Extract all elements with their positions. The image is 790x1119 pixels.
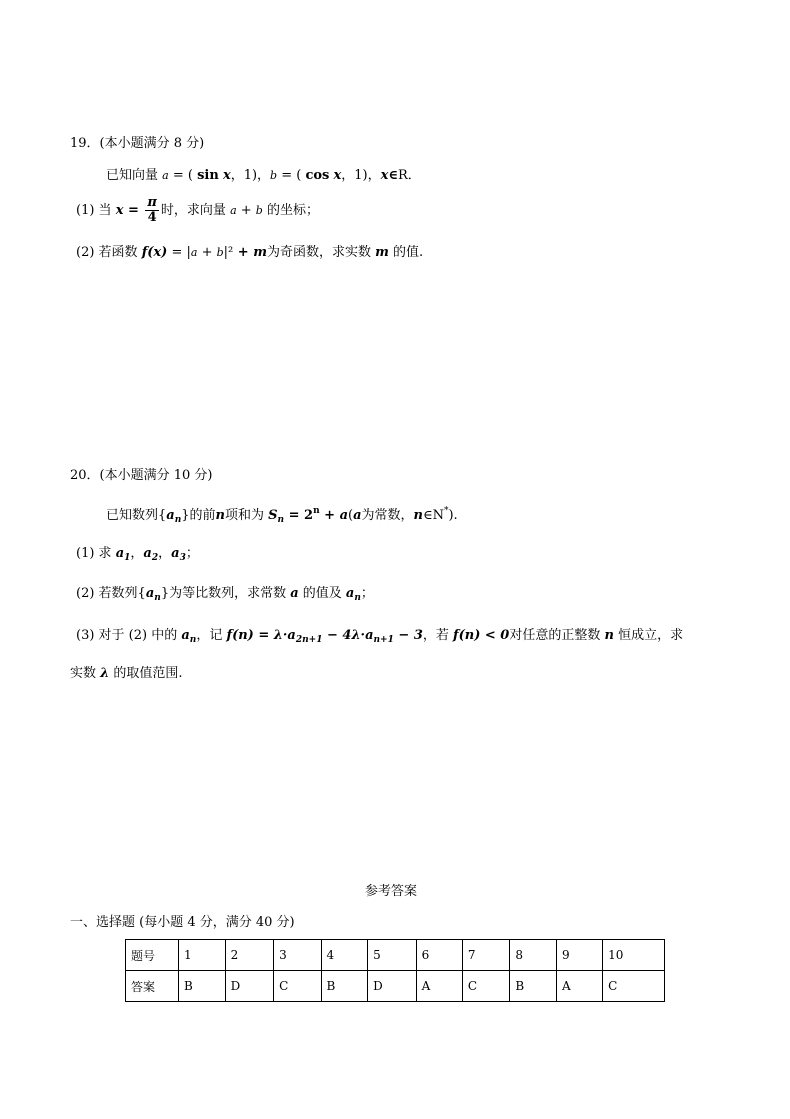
question-number-cell: 1	[179, 940, 226, 971]
q20-part3: (3) 对于 (2) 中的 $a_n$，记 $f(n) = \lambda\cdot a_{2n+1} - 4\lambda\cdot a_{n+1} - 3$，若 f(n) < 0对任意的正整数 n 恒成立，求	[76, 628, 684, 645]
question-number-cell: 7	[462, 940, 509, 971]
q20-part2: (2) 若数列$\{a_n\}$为等比数列，求常数 a 的值及 $a_n$；	[76, 586, 374, 603]
answer-cell: C	[603, 971, 665, 1002]
q20-part3-continued: 实数 λ 的取值范围.	[70, 666, 183, 681]
question-number-cell: 5	[368, 940, 416, 971]
answers-section-heading: 一、选择题 (每小题 4 分，满分 40 分)	[70, 915, 295, 930]
question-number-cell: 2	[225, 940, 273, 971]
cos-func: cos	[305, 168, 330, 183]
answer-cell: B	[179, 971, 226, 1002]
q19-part2: (2) 若函数 f(x) = |a + b|² + m为奇函数，求实数 m 的值.	[76, 245, 424, 260]
q20-part1: (1) 求 $a_1$，$a_2$，$a_3$；	[76, 546, 199, 563]
vector-b: b	[270, 169, 278, 182]
answer-cell: D	[368, 971, 416, 1002]
sin-func: sin	[197, 168, 219, 183]
answer-cell: A	[416, 971, 462, 1002]
pi-over-4-fraction: $\frac{\pi}{4}$	[147, 195, 157, 225]
question-number-cell: 4	[321, 940, 368, 971]
question-number-cell: 10	[603, 940, 665, 971]
table-row	[126, 971, 665, 1002]
given-text: 已知向量	[106, 168, 163, 183]
question-number-cell: 9	[556, 940, 602, 971]
row-header-number: 题号	[126, 940, 179, 971]
answer-cell: C	[462, 971, 509, 1002]
q19-heading: 19．(本小题满分 8 分)	[70, 136, 205, 151]
vector-a: a	[162, 169, 169, 182]
question-number-cell: 6	[416, 940, 462, 971]
q19-given: 已知向量 a = ( sin x，1)，b = ( cos x，1)，x∈R．	[106, 168, 421, 183]
answer-cell: D	[225, 971, 273, 1002]
answer-cell: A	[556, 971, 602, 1002]
answer-cell: B	[321, 971, 368, 1002]
q20-given: 已知数列$\{a_n\}$的前n项和为 $S_n = 2^n + a(a$为常数，n∈N*).	[106, 506, 458, 525]
answers-title: 参考答案	[365, 884, 418, 899]
question-number-cell: 3	[274, 940, 321, 971]
answer-cell: B	[510, 971, 557, 1002]
table-row	[126, 940, 665, 971]
q20-heading: 20．(本小题满分 10 分)	[70, 468, 213, 483]
row-header-answer: 答案	[126, 971, 179, 1002]
answer-table	[125, 939, 665, 1002]
question-number-cell: 8	[510, 940, 557, 971]
answer-cell: C	[274, 971, 321, 1002]
q19-part1: (1) 当 x = $\frac{\pi}{4}$ 时，求向量 a + b 的坐标；	[76, 195, 319, 225]
